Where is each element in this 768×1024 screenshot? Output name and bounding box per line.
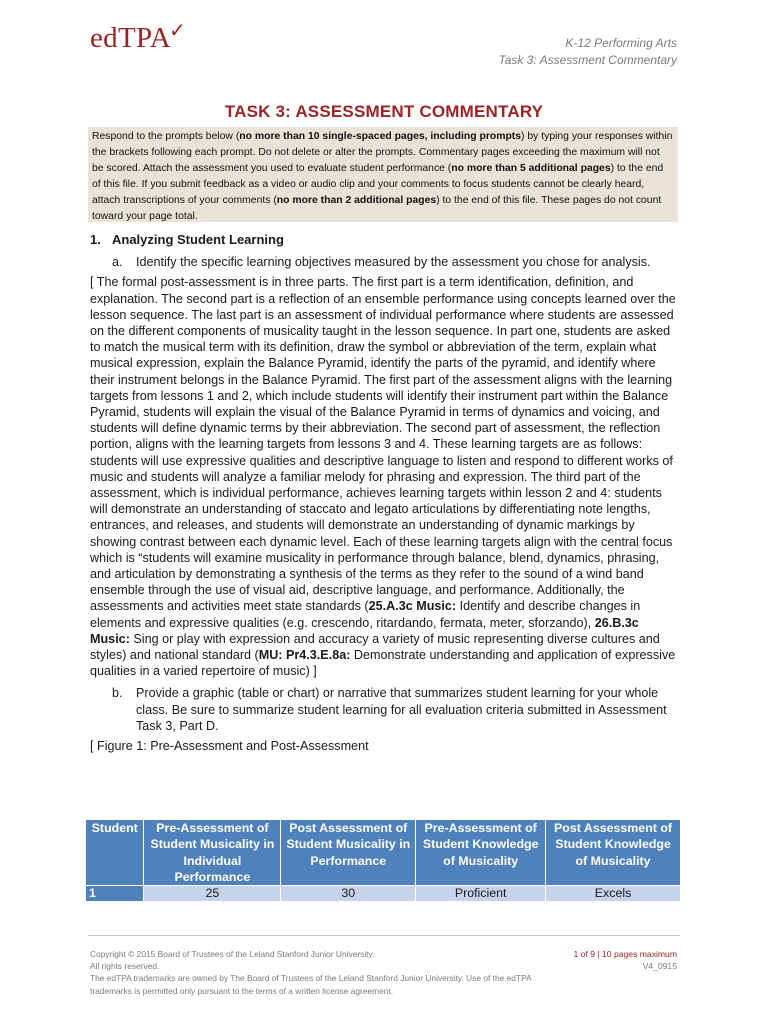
- instructions-box: [88, 127, 678, 222]
- assessment-table: [86, 820, 681, 901]
- prompt-a: [112, 254, 678, 270]
- prompt-text: Provide a graphic (table or chart) or narrative that summarizes student learning for your whole class. Be sure to summarize student learning for all evaluation criteria submitted in Assessment Task 3, Part D.: [136, 686, 667, 733]
- standard-text: Sing or play with expression and accuracy a variety of music representing diverse cultures and styles) and national standard (: [90, 631, 660, 663]
- standard-code: 26.B.3c Music:: [90, 615, 639, 646]
- table-cell: 1: [86, 886, 144, 902]
- page-count: 1 of 9 | 10 pages maximum: [573, 949, 677, 959]
- column-header: Post Assessment of Student Knowledge of Musicality: [546, 820, 681, 886]
- footer-divider: [88, 935, 680, 936]
- prompt-letter: b.: [112, 686, 123, 701]
- footer-copyright: Copyright © 2015 Board of Trustees of the Leland Stanford Junior University.: [90, 949, 375, 959]
- instructions-text: Respond to the prompts below (: [92, 131, 240, 142]
- prompt-b: [112, 685, 678, 734]
- section-title: Analyzing Student Learning: [112, 232, 284, 247]
- standard-code: MU: Pr4.3.E.8a:: [258, 648, 351, 663]
- header-subject: K-12 Performing Arts: [565, 36, 677, 50]
- instructions-text: ) to the end of this file. These pages do not count toward your page total.: [92, 195, 662, 222]
- response-text: [ The formal post-assessment is in three parts. The first part is a term identification, definition, and explanation. The second part is a reflection of an ensemble performance using concepts learned over the lesson sequence. The last part is an assessment of individual performance where students are assessed on the different components of musicality taught in the lesson sequence. In part one, students are asked to match the musical term with its definition, draw the symbol or abbreviation of the term, explain what musical expression, explain the Balance Pyramid, identify the parts of the pyramid, and identify where their instrument belongs in the Balance Pyramid. The first part of the assessment aligns with the learning targets from lessons 1 and 2, which include students will identify their instrument part within the Balance Pyramid, students will explain the visual of the Balance Pyramid in terms of dynamics and voicing, and students will define dynamic terms by their abbreviation. The second part of assessment, the reflection portion, aligns with the learning targets from lessons 3 and 4. These learning targets are as follows: students will use expressive qualities and descriptive language to listen and respond to different works of music and students will analyze a familiar melody for phrasing and expression. The third part of the assessment, which is individual performance, achieves learning targets within lesson 2 and 4: students will demonstrate an understanding of staccato and legato articulations by differentiating note lengths, entrances, and releases, and students will demonstrate an understanding of dynamic markings by showing contrast between each dynamic level. Each of these learning targets align with the central focus which is “students will examine musicality in performance through balance, blend, dynamics, phrasing, and articulation by demonstrating a synthesis of the terms as they refer to the sound of a wind band ensemble through the use of visual aid, descriptive language, and performance. Additionally, the assessments and activities meet state standards (: [90, 275, 676, 614]
- column-header: Pre-Assessment of Student Musicality in Individual Performance: [144, 820, 281, 886]
- section-heading: [90, 232, 678, 248]
- standard-text: Demonstrate understanding and application of expressive qualities in a varied repertoire of music) ]: [90, 648, 676, 679]
- section-number: 1.: [90, 232, 101, 247]
- table-cell: Proficient: [416, 886, 546, 902]
- version-label: V4_0915: [642, 961, 677, 972]
- instructions-text: ) to the end of this file. If you submit feedback as a video or audio clip and your comments to focus students cannot be clearly heard, attach transcriptions of your comments (: [92, 163, 664, 206]
- column-header: Post Assessment of Student Musicality in Performance: [281, 820, 416, 886]
- table-cell: 30: [281, 886, 416, 902]
- table-cell: 25: [144, 886, 281, 902]
- table-header-row: [86, 820, 681, 886]
- page-header: [498, 35, 677, 69]
- column-header: Student: [86, 820, 144, 886]
- figure-caption: [ Figure 1: Pre-Assessment and Post-Assessment: [90, 739, 369, 754]
- logo-check-icon: ✓: [169, 20, 187, 42]
- standard-text: Identify and describe changes in elements and expressive qualities (e.g. crescendo, ritardando, fermata, meter, sforzando),: [90, 599, 641, 630]
- prompt-letter: a.: [112, 255, 123, 270]
- response-a[interactable]: [90, 274, 678, 679]
- table-cell: Excels: [546, 886, 681, 902]
- standard-code: 25.A.3c Music:: [368, 599, 457, 614]
- table-row: [86, 886, 681, 902]
- prompt-text: Identify the specific learning objectives measured by the assessment you chose for analysis.: [136, 255, 651, 270]
- commentary-body: [90, 232, 678, 754]
- footer-rights: All rights reserved.: [90, 961, 160, 972]
- footer-trademark: The edTPA trademarks are owned by The Board of Trustees of the Leland Stanford Junior University. Use of the edTPA trademarks is permitted only pursuant to the terms of a written license agreement.: [90, 973, 532, 996]
- instructions-bold: no more than 2 additional pages: [276, 195, 437, 206]
- column-header: Pre-Assessment of Student Knowledge of Musicality: [416, 820, 546, 886]
- logo-text: edTPA: [90, 22, 171, 54]
- instructions-bold: no more than 10 single-spaced pages, including prompts: [239, 131, 522, 142]
- edtpa-logo: [90, 22, 188, 55]
- instructions-bold: no more than 5 additional pages: [451, 163, 611, 174]
- footer-page-info: [574, 948, 678, 972]
- header-task: Task 3: Assessment Commentary: [498, 53, 677, 67]
- instructions-text: ) by typing your responses within the brackets following each prompt. Do not delete or alter the prompts. Commentary pages exceeding the maximum will not be scored. Attach the assessment you used to evaluate student performance (: [92, 131, 673, 174]
- footer-legal: [90, 948, 560, 997]
- page-title: TASK 3: ASSESSMENT COMMENTARY: [224, 102, 544, 121]
